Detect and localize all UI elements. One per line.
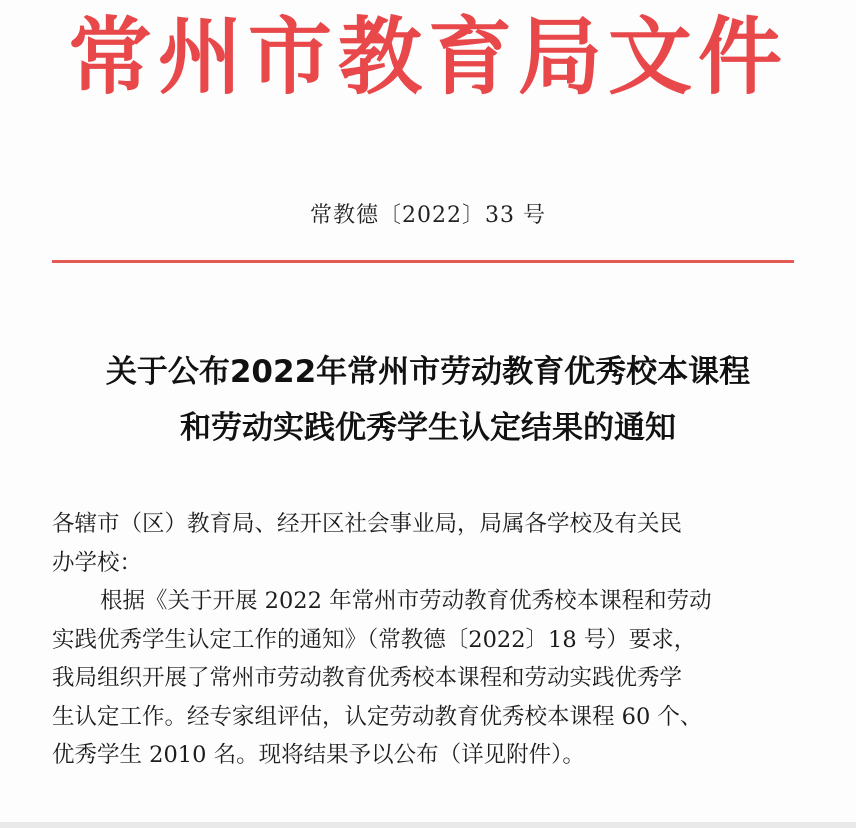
notice-body <box>52 505 792 775</box>
body-line: 生认定工作。经专家组评估，认定劳动教育优秀校本课程 60 个、 <box>52 703 703 730</box>
document-masthead: 常州市教育局文件 <box>67 8 788 106</box>
notice-title-line-2: 和劳动实践优秀学生认定结果的通知 <box>180 410 676 446</box>
page-bottom-edge <box>0 822 856 828</box>
body-line: 我局组织开展了常州市劳动教育优秀校本课程和劳动实践优秀学 <box>52 665 683 691</box>
body-line: 优秀学生 2010 名。现将结果予以公布（详见附件）。 <box>52 742 585 768</box>
notice-title <box>0 344 856 456</box>
red-divider-line <box>52 260 794 263</box>
body-line-recipients: 各辖市（区）教育局、经开区社会事业局，局属各学校及有关民 <box>52 511 683 537</box>
body-line-recipients-cont: 办学校： <box>52 549 143 576</box>
body-line-paragraph-start: 根据《关于开展 2022 年常州市劳动教育优秀校本课程和劳动 <box>100 588 712 614</box>
document-number: 常教德〔2022〕33 号 <box>310 203 546 228</box>
notice-title-line-1: 关于公布2022年常州市劳动教育优秀校本课程 <box>105 354 751 390</box>
body-line: 实践优秀学生认定工作的通知》（常教德〔2022〕18 号）要求， <box>52 626 697 653</box>
